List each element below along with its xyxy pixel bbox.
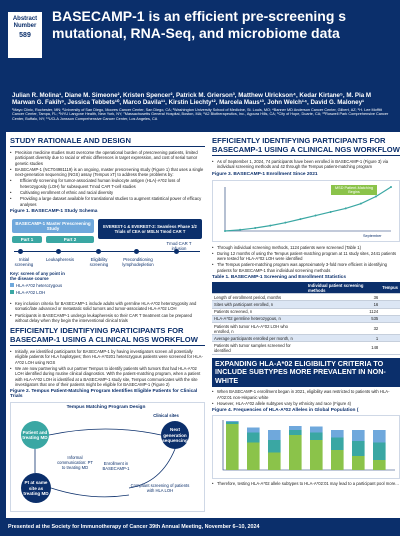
affiliations: ¹Mayo Clinic, Rochester, MN; ²University of San Diego, Moores Cancer Center, San Diego, CA; ³Washington University School of Medicine, St. Louis, MO; ⁴Banner MD Anderson Cancer Center, Gilbert, AZ; ⁵H. Lee Moffitt Cancer Center, Tampa, FL; ⁶NYU Langone Health, New York, NY; ⁷Massachusetts General Hospital, Boston, MA; ⁸A2 Biotherapeutics, Inc., Agoura Hills, CA; ⁹City of Hope, Duarte, CA; ¹⁰Roswell Park Comprehensive Cancer Center, Buffalo, NY; ¹¹UCLA Jonsson Comprehensive Cancer Center, Los Angeles, CA xyxy=(12,107,389,121)
ngs-workflow-bullets xyxy=(10,349,205,387)
table1-title: Table 1. BASECAMP-1 Screening and Enrollment Statistics xyxy=(212,275,346,281)
bullet-item: • During 12 months of using the Tempus patient-matching program at 11 study sites, 2441 patients were tested for HLA-A*02 LOH were identified xyxy=(212,251,400,262)
table-cell: 148 xyxy=(306,342,380,354)
table-row xyxy=(212,323,400,335)
patient-matching-annotation: MSD Patient-Matching Begins xyxy=(331,185,377,196)
table-cell: Length of enrollment period, months xyxy=(212,294,306,301)
schema-bullets xyxy=(10,301,205,323)
x-axis-tick-september: September xyxy=(363,233,382,238)
author-names-2: Marwan G. Fakih⁹, Jessica Tebbets¹⁰, Marco Davila¹¹, Kirstin Liechty¹², Marcela Maus¹³, John Welch¹⁴, David G. Maloney¹ xyxy=(12,99,365,107)
abstract-label: Abstract xyxy=(12,16,38,22)
table-cell xyxy=(380,308,400,315)
allele-bar-segment xyxy=(226,424,239,470)
table-cell xyxy=(380,335,400,342)
enrollment-label: Enrollment in BASECAMP-1 xyxy=(102,461,130,472)
screening-stats-table xyxy=(212,282,400,355)
schema-key: Key: screen of any point in the disease course xyxy=(10,270,65,281)
table-cell: Sites with participant enrolled, n xyxy=(212,301,306,308)
section-enrollment-title: EFFICIENTLY IDENTIFYING PARTICIPANTS FOR BASECAMP-1 USING A CLINICAL NGS WORKFLOW xyxy=(212,136,400,154)
table-cell: 16 xyxy=(306,301,380,308)
table-header-cell xyxy=(212,282,306,294)
table-cell xyxy=(380,294,400,301)
everest-box: EVEREST-1 & EVEREST-2: Seamless Phase 1/2 Trials of CEA or MSLN Tmod CAR T xyxy=(98,219,202,239)
timeline-dot xyxy=(18,249,23,254)
allele-bar-segment xyxy=(226,422,239,424)
bullet-item: • However, HLA-A*02 allele subtypes vary by ethnicity and race (Figure 4) xyxy=(212,401,400,406)
step-eligibility: Eligibility screening xyxy=(89,256,109,267)
poster-header xyxy=(0,0,400,88)
allele-frequency-bar-chart xyxy=(213,416,399,478)
bullet-item: • Cultivating enrollment of ethnic and racial diversity xyxy=(10,190,205,195)
compliant-screening-label: Compliant screening of patients with HLA LOH xyxy=(130,483,190,494)
allele-bar-segment xyxy=(373,443,386,461)
table-header-cell: Tempus xyxy=(380,282,400,294)
table-header-cell: Individual patient screening methods xyxy=(306,282,380,294)
bullet-item: • Efficiently screening for tumor-associated human leukocyte antigen (HLA)-A*02 loss of heterozygosity (LOH) for subsequent Tmod CAR T-cell studies xyxy=(10,178,205,189)
allele-bar-segment xyxy=(247,433,260,443)
ngs-circle: Next generation sequencing xyxy=(161,421,189,449)
bullet-item: • Precision medicine studies must overcome the operational burden of prescreening patients, limited participant diversity due to racial or ethnic differences in target expression, and cost of serial tumor genetic studies xyxy=(10,150,205,166)
enrollment-stats-bullets xyxy=(212,245,400,273)
allele-bar-segment xyxy=(373,430,386,443)
poster-title xyxy=(52,8,400,42)
section-study-rationale-title: STUDY RATIONALE AND DESIGN xyxy=(10,136,205,147)
bullet-item: • Through individual screening methods, 1124 patients were screened (Table 1) xyxy=(212,245,400,250)
allele-bar-segment xyxy=(289,430,302,435)
bullet-item: • Key inclusion criteria for BASECAMP-1 include adults with germline HLA-A*02 heterozygosity and somatic/late advanced or metastatic solid tumors and tumor-associated HLA-A*02 LOH xyxy=(10,301,205,312)
poster-footer: Presented at the Society for Immunotherapy of Cancer 39th Annual Meeting, November 6–10, 2024 xyxy=(0,518,400,536)
figure3-title: Figure 3. BASECAMP-1 Enrollment Since 2021 xyxy=(212,171,318,177)
study-rationale-bullets xyxy=(10,150,205,207)
table-cell: 535 xyxy=(306,315,380,322)
fig4-bullets xyxy=(212,481,400,486)
allele-bar-segment xyxy=(268,453,281,471)
table-body xyxy=(212,294,400,354)
study-schema xyxy=(10,217,205,301)
bullet-item: • When BASECAMP-1 enrollment began in 2021, eligibility was restricted to patients with HLA-A*02:01 non-Hispanic white xyxy=(212,389,400,400)
right-column xyxy=(212,136,400,488)
allele-bar-segment xyxy=(247,428,260,433)
step-initial-screening: Initial screening xyxy=(14,256,34,267)
table-cell: 1 xyxy=(306,335,380,342)
basecamp-master-box: BASECAMP-1 Master Prescreening Study xyxy=(12,219,94,233)
authors-block xyxy=(6,88,400,132)
allele-bar-segment xyxy=(352,456,365,470)
allele-bar-segment xyxy=(331,430,344,438)
table-header-row xyxy=(212,282,400,294)
table-cell: 32 xyxy=(306,323,380,335)
bullet-item: • Participants in BASECAMP-1 undergo leukapheresis so their CAR T treatment can be prepared without delay when they begin the interventional clinical trials xyxy=(10,313,205,324)
enrollment-bullets xyxy=(212,159,400,170)
allele-bar-segment xyxy=(226,421,239,422)
allele-bar-segment xyxy=(289,435,302,470)
bullet-item: • Providing a large dataset available for translational studies to augment statistical power of efficacy analyses xyxy=(10,196,205,207)
author-names: Julian R. Molina¹, Diane M. Simeone², Kristen Spencer², Patrick M. Grierson³, Matthew Ulrickson⁴, Kedar Kirtane⁵, M. Pia M xyxy=(12,92,372,99)
allele-bar-segment xyxy=(310,440,323,470)
allele-bar-segment xyxy=(268,430,281,440)
number-label: Number xyxy=(13,23,37,29)
left-column xyxy=(10,136,205,512)
table-cell xyxy=(380,315,400,322)
part1-label: Part 1 xyxy=(12,236,42,243)
legend-heterozygous-label: HLA-A*02 heterozygous xyxy=(16,282,63,288)
workflow-arrows xyxy=(11,403,205,513)
allele-bar-segment xyxy=(289,426,302,430)
table-row xyxy=(212,308,400,315)
table-cell: HLA-A*02 germline heterozygous, n xyxy=(212,315,306,322)
legend-loh-label: HLA-A*02 LOH xyxy=(16,289,46,295)
table-cell: Patients with tumor HLA-A*02 LOH who enrolled, n xyxy=(212,323,306,335)
step-tmod-infusion: Tmod CAR T infusion xyxy=(166,240,192,251)
part2-label: Part 2 xyxy=(46,236,94,243)
bullet-item: • As of September 1, 2024, 74 participants have been enrolled in BASECAMP-1 (Figure 3) via individual screening methods and 42 through the Tempus patient-matching program xyxy=(212,159,400,170)
table-cell: 1124 xyxy=(306,308,380,315)
informal-communication-label: Informal communication: PT to treating MD xyxy=(57,455,93,471)
step-leukapheresis: Leukapheresis xyxy=(46,256,74,262)
table-cell: Average participants enrolled per month, n xyxy=(212,335,306,342)
section-ngs-workflow-title: EFFICIENTLY IDENTIFYING PARTICIPANTS FOR BASECAMP-1 USING A CLINICAL NGS WORKFLOW xyxy=(10,326,205,346)
allele-bar-segment xyxy=(331,450,344,470)
abstract-badge xyxy=(8,12,42,58)
allele-frequency-chart xyxy=(212,415,400,479)
enrollment-chart xyxy=(212,180,400,242)
table-row xyxy=(212,301,400,308)
legend-heterozygous xyxy=(10,283,90,288)
allele-bar-segment xyxy=(373,460,386,470)
timeline-dot xyxy=(56,249,61,254)
table-cell: Patients with tumor samples screened for identified xyxy=(212,342,306,354)
bullet-item: • The Tempus patient-matching program was approximately 3-fold more efficient in identifying patients for BASECAMP-1 than individual screening methods xyxy=(212,262,400,273)
figure1-title: Figure 1. BASECAMP-1 Study Schema xyxy=(10,208,98,214)
table-row xyxy=(212,335,400,342)
table-cell xyxy=(380,323,400,335)
allele-bar-segment xyxy=(331,438,344,451)
allele-bar-segment xyxy=(310,427,323,433)
timeline-dot xyxy=(96,249,101,254)
table-cell: Patients screened, n xyxy=(212,308,306,315)
same-site-circle: Pt at same site as treating MD xyxy=(21,473,51,503)
figure2-title: Figure 2. Tempus Patient-Matching Program Identifies Eligible Patients for Clinical Trials xyxy=(10,389,198,400)
section-expanding-eligibility-title: EXPANDING HLA-A*02 ELIGIBILITY CRITERIA TO INCLUDE SUBTYPES MORE PREVALENT IN NON-WHITE xyxy=(212,358,400,388)
patient-md-circle: Patient and treating MD xyxy=(21,421,49,449)
allele-bar-segment xyxy=(352,441,365,456)
allele-bar-segment xyxy=(352,430,365,441)
table-row xyxy=(212,342,400,354)
table-row xyxy=(212,315,400,322)
clinical-sites-label: Clinical sites xyxy=(153,413,179,419)
tempus-workflow-diagram xyxy=(10,402,205,512)
title-line-2: mutational, RNA-Seq, and microbiome data xyxy=(52,25,340,41)
left-strip xyxy=(0,88,6,528)
program-design-title: Tempus Matching Program Design xyxy=(66,405,146,411)
abstract-number: 589 xyxy=(19,32,31,39)
table-row xyxy=(212,294,400,301)
allele-bar-segment xyxy=(268,440,281,453)
schema-timeline xyxy=(14,251,200,253)
timeline-dot xyxy=(134,249,139,254)
bullet-item: • Therefore, testing HLA-A*02 allele subtypes to HLA-A*02:01 may lead to a participant pool more... xyxy=(212,481,400,486)
legend-loh xyxy=(10,290,90,295)
bullet-item: • BASECAMP-1 (NCT04981119) is an ongoing, master prescreening study (Figure 1) that uses a single next-generation sequencing (NGS) assay (Tempus xT) to address these problems by: xyxy=(10,167,205,178)
bullet-item: • We are now partnering with our partner Tempus to identify patients with tumors that had HLA-A*02 LOH identified during routine clinical diagnostics. With the patient-matching program, when a patient with HLA-A*02 LOH is identified at a BASECAMP-1 study site, Tempus communicates with the site investigators that one of their patients might be eligible for BASECAMP-1 (Figure 2) xyxy=(10,366,205,387)
expanding-eligibility-bullets xyxy=(212,389,400,406)
table-cell: 36 xyxy=(306,294,380,301)
table-cell xyxy=(380,342,400,354)
allele-bar-segment xyxy=(310,433,323,441)
step-preconditioning: Preconditioning lymphodepletion xyxy=(122,256,154,267)
bullet-item: • Initially, we identified participants for BASECAMP-1 by having investigators screen all potentially eligible patients for HLA haplotypes; then HLA-A*0201 heterozygous patients were screened for HLA-A*02 LOH using NGS xyxy=(10,349,205,365)
figure4-title: Figure 4. Frequencies of HLA-A*02 Alleles in Global Population ( xyxy=(212,408,359,414)
table-cell xyxy=(380,301,400,308)
allele-bar-segment xyxy=(247,443,260,471)
title-line-1: BASECAMP-1 is an efficient pre-screening s xyxy=(52,8,347,24)
